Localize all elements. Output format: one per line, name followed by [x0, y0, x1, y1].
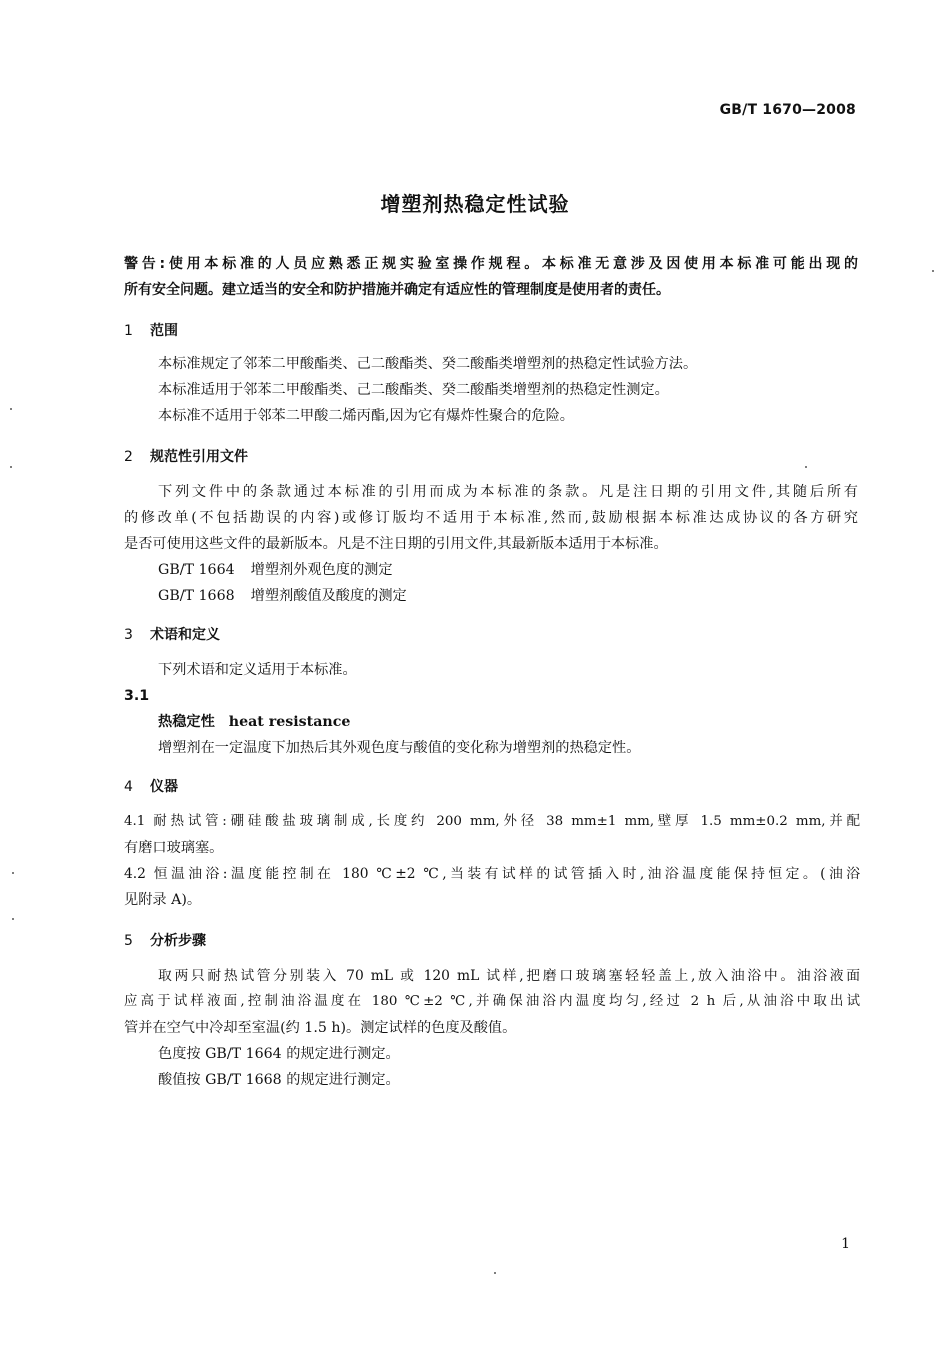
scope-line-2: 本标准适用于邻苯二甲酸酯类、己二酸酯类、癸二酸酯类增塑剂的热稳定性测定。: [158, 382, 669, 398]
term-entry: [158, 710, 350, 734]
scan-speck: [12, 918, 14, 920]
reference-code: GB/T 1668: [158, 588, 235, 604]
apparatus-4-1-line-1: 4.1 耐热试管:硼硅酸盐玻璃制成,长度约 200 mm,外径 38 mm±1 mm,壁厚 1.5 mm±0.2 mm,并配: [124, 814, 860, 829]
section-number: 2: [124, 449, 133, 465]
term-definition: 增塑剂在一定温度下加热后其外观色度与酸值的变化称为增塑剂的热稳定性。: [158, 740, 641, 756]
apparatus-4-2-line-1: 4.2 恒温油浴:温度能控制在 180 ℃±2 ℃,当装有试样的试管插入时,油浴温度能保持恒定。(油浴: [124, 866, 860, 882]
section-4-heading: [124, 776, 178, 796]
section-title: 分析步骤: [150, 933, 206, 949]
scan-speck: [805, 466, 807, 468]
scan-speck: [10, 466, 12, 468]
procedure-line-3: 管并在空气中冷却至室温(约 1.5 h)。测定试样的色度及酸值。: [124, 1020, 517, 1036]
scan-speck: [12, 872, 14, 874]
warning-line-1: 警告:使用本标准的人员应熟悉正规实验室操作规程。本标准无意涉及因使用本标准可能出现的: [124, 256, 858, 272]
document-title: 增塑剂热稳定性试验: [380, 192, 570, 216]
section-title: 术语和定义: [150, 627, 220, 643]
procedure-acid: 酸值按 GB/T 1668 的规定进行测定。: [158, 1072, 400, 1088]
term-number: 3.1: [124, 688, 150, 704]
standard-number: GB/T 1670—2008: [719, 102, 856, 118]
section-number: 4: [124, 779, 133, 795]
section-5-heading: [124, 930, 206, 950]
reference-name: 增塑剂酸值及酸度的测定: [250, 588, 407, 604]
references-para-line-3: 是否可使用这些文件的最新版本。凡是不注日期的引用文件,其最新版本适用于本标准。: [124, 536, 668, 552]
references-para-line-2: 的修改单(不包括勘误的内容)或修订版均不适用于本标准,然而,鼓励根据本标准达成协议的各方研究: [124, 510, 858, 526]
section-1-heading: [124, 320, 178, 340]
page-number: 1: [841, 1236, 850, 1252]
section-2-heading: [124, 446, 248, 466]
scan-speck: [494, 1272, 496, 1274]
scope-line-1: 本标准规定了邻苯二甲酸酯类、己二酸酯类、癸二酸酯类增塑剂的热稳定性试验方法。: [158, 356, 698, 372]
references-para-line-1: 下列文件中的条款通过本标准的引用而成为本标准的条款。凡是注日期的引用文件,其随后所有: [158, 484, 858, 500]
reference-item: [158, 558, 393, 582]
procedure-line-2: 应高于试样液面,控制油浴温度在 180 ℃±2 ℃,并确保油浴内温度均匀,经过 2 h 后,从油浴中取出试: [124, 994, 860, 1009]
section-3-heading: [124, 624, 220, 644]
scan-speck: [932, 270, 934, 272]
section-number: 1: [124, 323, 133, 339]
section-title: 仪器: [150, 779, 178, 795]
apparatus-4-1-line-2: 有磨口玻璃塞。: [124, 840, 224, 856]
section-title: 范围: [150, 323, 178, 339]
reference-code: GB/T 1664: [158, 562, 235, 578]
terms-intro: 下列术语和定义适用于本标准。: [158, 662, 357, 678]
reference-name: 增塑剂外观色度的测定: [250, 562, 393, 578]
procedure-color: 色度按 GB/T 1664 的规定进行测定。: [158, 1046, 400, 1062]
reference-item: [158, 584, 407, 608]
section-number: 5: [124, 933, 133, 949]
scan-speck: [10, 408, 12, 410]
scope-line-3: 本标准不适用于邻苯二甲酸二烯丙酯,因为它有爆炸性聚合的危险。: [158, 408, 574, 424]
term-english: heat resistance: [228, 714, 351, 730]
term-chinese: 热稳定性: [158, 714, 215, 730]
warning-line-2: 所有安全问题。建立适当的安全和防护措施并确定有适应性的管理制度是使用者的责任。: [124, 282, 670, 298]
apparatus-4-2-line-2: 见附录 A)。: [124, 892, 202, 908]
section-number: 3: [124, 627, 133, 643]
procedure-line-1: 取两只耐热试管分别装入 70 mL 或 120 mL 试样,把磨口玻璃塞轻轻盖上,放入油浴中。油浴液面: [158, 968, 860, 984]
section-title: 规范性引用文件: [150, 449, 248, 465]
